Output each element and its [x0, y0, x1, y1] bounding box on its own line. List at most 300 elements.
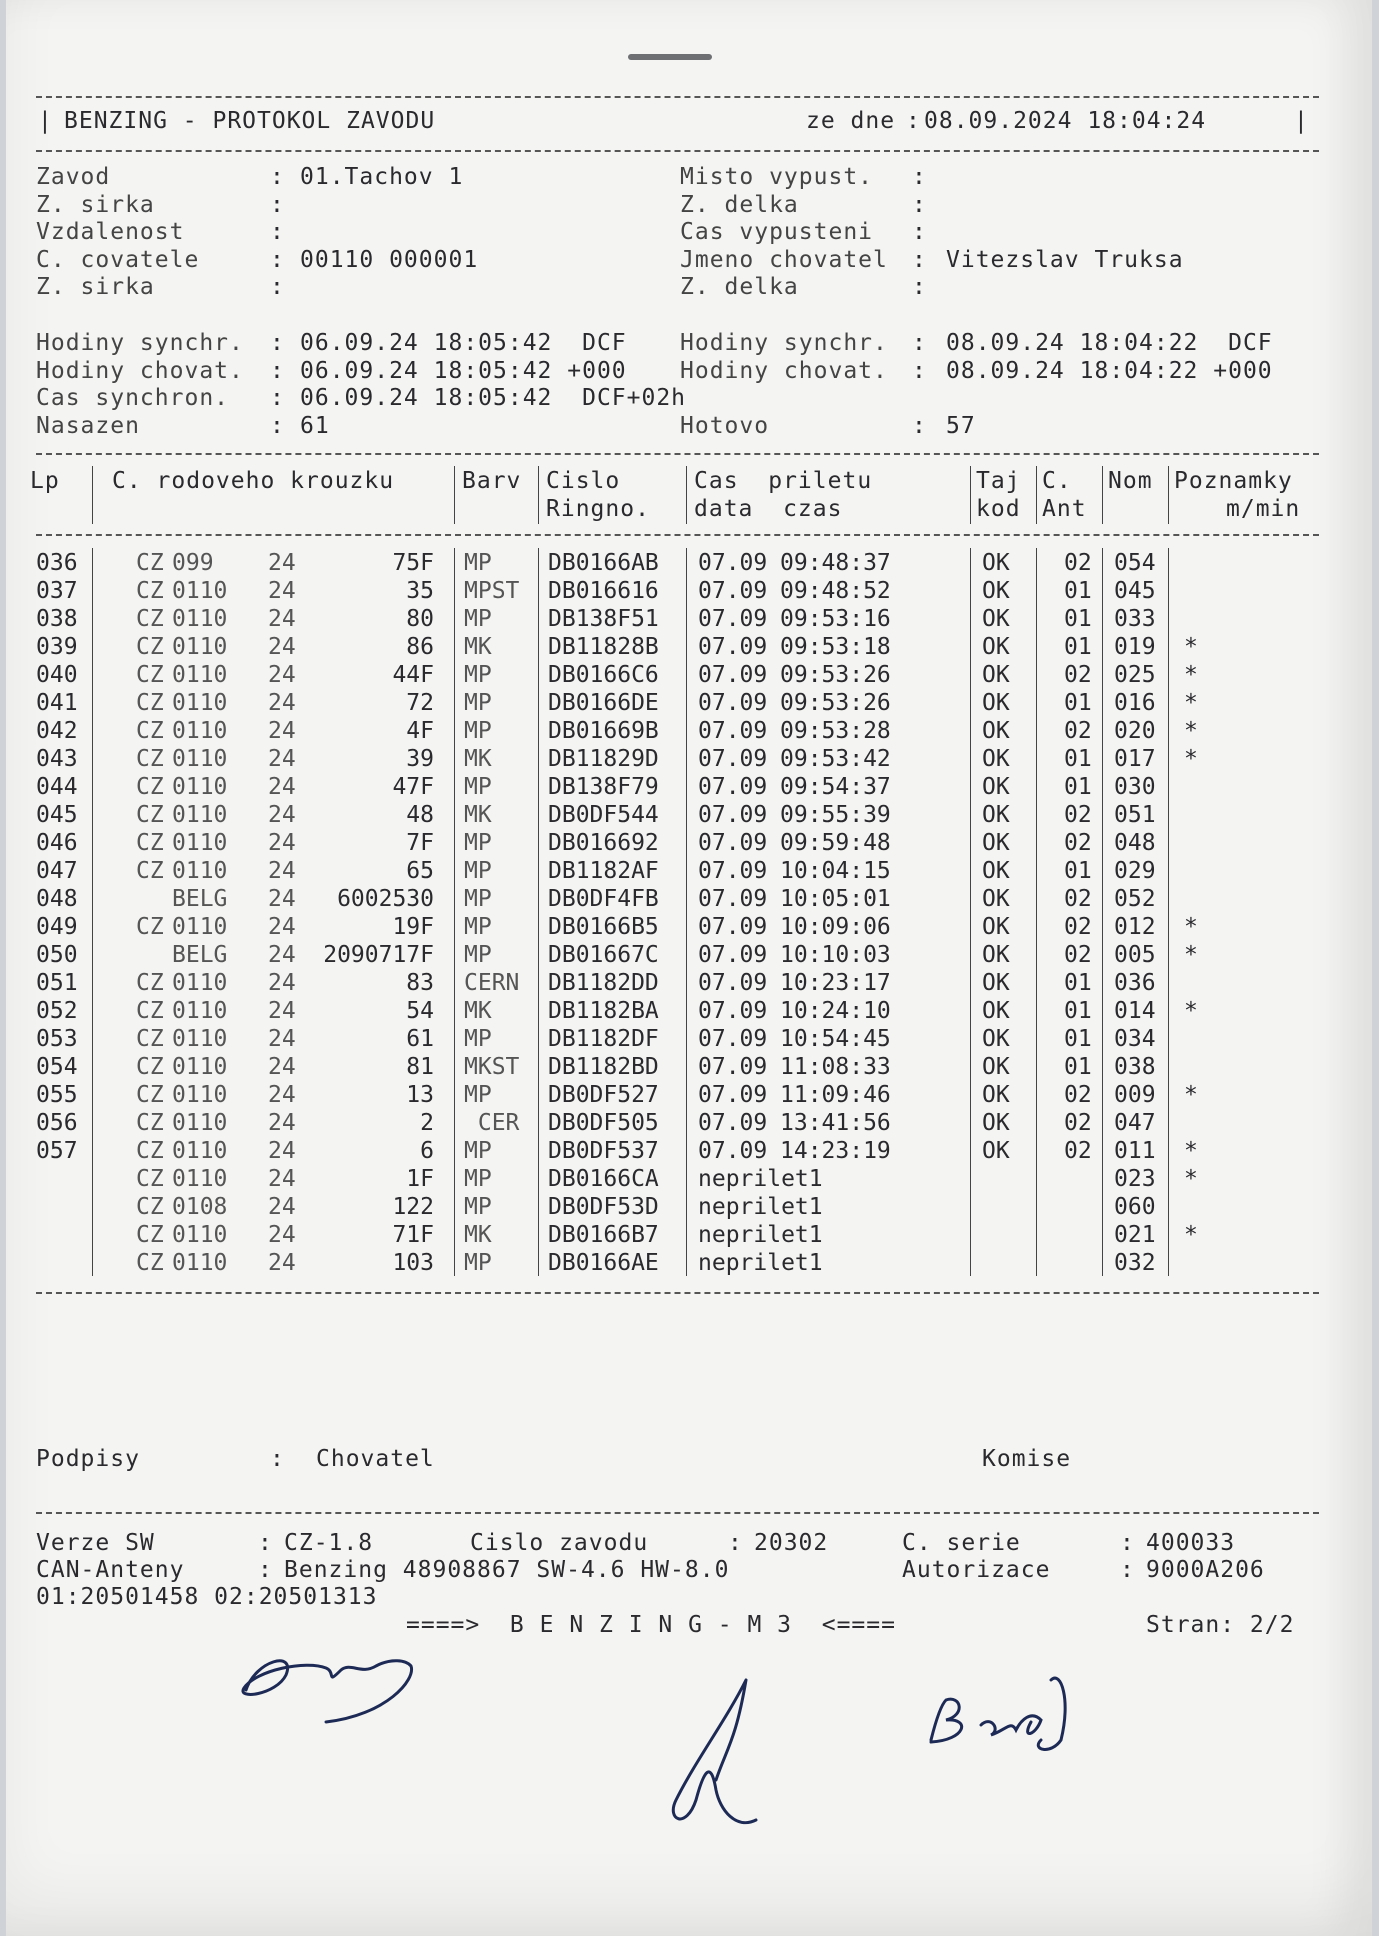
can-label: CAN-Anteny: [36, 1557, 185, 1583]
row-country: CZ: [136, 690, 164, 716]
row-taj: OK: [982, 1110, 1010, 1136]
row-year: 24: [268, 718, 296, 744]
row-ringno: DB0DF527: [548, 1082, 659, 1108]
row-time: 10:23:17: [780, 970, 891, 996]
info-colon: :: [912, 191, 927, 218]
row-date: 07.09: [698, 578, 768, 604]
row-taj: OK: [982, 1026, 1010, 1052]
col-ant-2: Ant: [1042, 496, 1087, 522]
col-sep: [538, 466, 539, 524]
row-lp: 037: [36, 578, 78, 604]
row-year: 24: [268, 858, 296, 884]
row-org: 0110: [172, 1026, 228, 1052]
row-nom: 048: [1114, 830, 1156, 856]
info-colon: :: [270, 274, 285, 300]
row-org: 0110: [172, 914, 228, 940]
row-time: 09:54:37: [780, 774, 891, 800]
row-taj: OK: [982, 914, 1010, 940]
row-lp: 057: [36, 1138, 78, 1164]
row-note: *: [1184, 1222, 1198, 1248]
row-ring-number: 47F: [392, 774, 434, 800]
row-lp: 050: [36, 942, 78, 968]
row-country: CZ: [136, 830, 164, 856]
row-nom: 025: [1114, 662, 1156, 688]
row-ringno: DB11829D: [548, 746, 659, 772]
row-taj: OK: [982, 830, 1010, 856]
row-ringno: DB0DF53D: [548, 1194, 659, 1220]
row-antenna: 02: [1064, 942, 1092, 968]
table-row: [6, 718, 1372, 746]
brand-line: ====> B E N Z I N G - M 3 <====: [406, 1612, 896, 1638]
row-date: 07.09: [698, 1110, 768, 1136]
row-ring-number: 103: [392, 1250, 434, 1276]
row-taj: OK: [982, 634, 1010, 660]
page-number: Stran: 2/2: [1146, 1612, 1295, 1638]
row-color: MP: [464, 606, 492, 632]
row-year: 24: [268, 690, 296, 716]
row-taj: OK: [982, 886, 1010, 912]
table-row: [6, 858, 1372, 886]
row-antenna: 02: [1064, 1110, 1092, 1136]
row-country: CZ: [136, 1166, 164, 1192]
date-label: ze dne: [806, 108, 896, 134]
col-sep: [92, 466, 93, 524]
row-color: MP: [464, 662, 492, 688]
row-date: 07.09: [698, 830, 768, 856]
footer-colon: :: [258, 1530, 273, 1556]
row-taj: OK: [982, 662, 1010, 688]
row-country: CZ: [136, 1194, 164, 1220]
row-org: BELG: [172, 886, 228, 912]
row-time: 09:53:42: [780, 746, 891, 772]
col-cislo: Cislo: [546, 468, 621, 494]
row-ringno: DB1182DF: [548, 1026, 659, 1052]
row-country: CZ: [136, 1082, 164, 1108]
row-antenna: 02: [1064, 914, 1092, 940]
row-org: 0110: [172, 606, 228, 632]
table-row: [6, 1250, 1372, 1278]
table-row: [6, 1026, 1372, 1054]
table-row: [6, 802, 1372, 830]
antenna-ids: 01:20501458 02:20501313: [36, 1584, 378, 1610]
row-nom: 032: [1114, 1250, 1156, 1276]
col-sep: [1036, 466, 1037, 524]
row-antenna: 01: [1064, 578, 1092, 604]
row-color: MP: [464, 1250, 492, 1276]
info-colon: :: [270, 191, 285, 218]
row-date: 07.09: [698, 774, 768, 800]
col-ant: C.: [1042, 468, 1072, 494]
row-country: CZ: [136, 634, 164, 660]
col-ring: C. rodoveho krouzku: [112, 468, 395, 494]
row-org: 0110: [172, 634, 228, 660]
row-color: MP: [464, 858, 492, 884]
info-label: Z. delka: [680, 274, 799, 300]
race-number-value: 20302: [754, 1530, 829, 1556]
row-color: MP: [464, 886, 492, 912]
table-row: [6, 942, 1372, 970]
row-date: neprilet1: [698, 1194, 823, 1220]
row-ringno: DB138F79: [548, 774, 659, 800]
row-year: 24: [268, 802, 296, 828]
row-nom: 012: [1114, 914, 1156, 940]
row-year: 24: [268, 914, 296, 940]
signature-handwritten-3: [911, 1660, 1091, 1770]
row-antenna: 01: [1064, 746, 1092, 772]
row-time: 11:09:46: [780, 1082, 891, 1108]
row-nom: 034: [1114, 1026, 1156, 1052]
row-lp: 045: [36, 802, 78, 828]
row-lp: 048: [36, 886, 78, 912]
row-country: CZ: [136, 1110, 164, 1136]
row-lp: 051: [36, 970, 78, 996]
row-ring-number: 4F: [406, 718, 434, 744]
row-lp: 046: [36, 830, 78, 856]
report-title: BENZING - PROTOKOL ZAVODU: [64, 108, 436, 134]
row-lp: 047: [36, 858, 78, 884]
row-time: 10:10:03: [780, 942, 891, 968]
row-ringno: DB0DF4FB: [548, 886, 659, 912]
row-antenna: 02: [1064, 830, 1092, 856]
row-nom: 009: [1114, 1082, 1156, 1108]
col-sep: [454, 466, 455, 524]
row-ring-number: 83: [406, 970, 434, 996]
row-ringno: DB01669B: [548, 718, 659, 744]
info-label: Z. sirka: [36, 274, 155, 300]
signature-chovatel-label: Chovatel: [316, 1446, 435, 1472]
row-antenna: 01: [1064, 858, 1092, 884]
info-colon: :: [270, 246, 285, 273]
race-number-label: Cislo zavodu: [470, 1530, 649, 1556]
row-antenna: 02: [1064, 718, 1092, 744]
paper-sheet: [6, 0, 1372, 1936]
col-cas-2: data czas: [694, 496, 843, 522]
signature-komise-label: Komise: [982, 1446, 1072, 1472]
row-nom: 051: [1114, 802, 1156, 828]
row-year: 24: [268, 1082, 296, 1108]
row-country: CZ: [136, 1138, 164, 1164]
row-date: 07.09: [698, 914, 768, 940]
row-org: 0108: [172, 1194, 228, 1220]
row-org: 0110: [172, 1054, 228, 1080]
info-label: Vzdalenost: [36, 219, 185, 245]
signature-handwritten-2: [656, 1660, 776, 1840]
row-org: BELG: [172, 942, 228, 968]
row-date: 07.09: [698, 1138, 768, 1164]
col-nom: Nom: [1108, 468, 1153, 494]
row-color: MP: [464, 774, 492, 800]
row-country: CZ: [136, 998, 164, 1024]
row-org: 0110: [172, 858, 228, 884]
row-note: *: [1184, 914, 1198, 940]
table-row: [6, 774, 1372, 802]
divider: [36, 453, 1319, 455]
row-ring-number: 72: [406, 690, 434, 716]
row-year: 24: [268, 1138, 296, 1164]
row-ring-number: 54: [406, 998, 434, 1024]
header-bar-right: |: [1294, 108, 1309, 134]
info-value: 57: [946, 412, 976, 439]
row-color: MP: [464, 690, 492, 716]
row-country: CZ: [136, 606, 164, 632]
row-time: 10:05:01: [780, 886, 891, 912]
row-lp: 044: [36, 774, 78, 800]
row-time: 09:53:18: [780, 634, 891, 660]
row-nom: 017: [1114, 746, 1156, 772]
row-date: 07.09: [698, 746, 768, 772]
row-ringno: DB1182BD: [548, 1054, 659, 1080]
row-taj: OK: [982, 942, 1010, 968]
row-color: MP: [464, 1166, 492, 1192]
row-org: 0110: [172, 774, 228, 800]
row-antenna: 01: [1064, 1026, 1092, 1052]
row-time: 09:59:48: [780, 830, 891, 856]
row-antenna: 02: [1064, 1082, 1092, 1108]
row-ring-number: 61: [406, 1026, 434, 1052]
col-sep: [1102, 466, 1103, 524]
row-ringno: DB0166AE: [548, 1250, 659, 1276]
row-year: 24: [268, 830, 296, 856]
row-ring-number: 2090717F: [323, 942, 434, 968]
row-ring-number: 86: [406, 634, 434, 660]
row-lp: 055: [36, 1082, 78, 1108]
table-row: [6, 1082, 1372, 1110]
auth-label: Autorizace: [902, 1557, 1051, 1583]
row-nom: 054: [1114, 550, 1156, 576]
row-nom: 016: [1114, 690, 1156, 716]
row-note: *: [1184, 718, 1198, 744]
row-antenna: 02: [1064, 1138, 1092, 1164]
col-cas: Cas priletu: [694, 468, 873, 494]
row-nom: 030: [1114, 774, 1156, 800]
table-row: [6, 1194, 1372, 1222]
row-country: CZ: [136, 1250, 164, 1276]
row-date: 07.09: [698, 1082, 768, 1108]
row-color: MP: [464, 914, 492, 940]
row-taj: OK: [982, 606, 1010, 632]
row-taj: OK: [982, 1082, 1010, 1108]
row-taj: OK: [982, 690, 1010, 716]
divider: [36, 534, 1319, 536]
row-year: 24: [268, 1026, 296, 1052]
col-taj-2: kod: [976, 496, 1021, 522]
row-org: 0110: [172, 998, 228, 1024]
row-lp: 052: [36, 998, 78, 1024]
row-color: MP: [464, 1082, 492, 1108]
info-label: C. covatele: [36, 246, 200, 273]
row-nom: 036: [1114, 970, 1156, 996]
row-year: 24: [268, 746, 296, 772]
row-taj: OK: [982, 998, 1010, 1024]
signature-handwritten-1: [226, 1630, 456, 1740]
row-note: *: [1184, 1138, 1198, 1164]
signatures-colon: :: [270, 1446, 285, 1472]
row-org: 0110: [172, 690, 228, 716]
row-time: 09:48:52: [780, 578, 891, 604]
row-nom: 047: [1114, 1110, 1156, 1136]
row-taj: OK: [982, 970, 1010, 996]
row-ring-number: 6002530: [337, 886, 434, 912]
info-colon: :: [270, 219, 285, 245]
row-ringno: DB138F51: [548, 606, 659, 632]
info-value: 08.09.24 18:04:22 +000: [946, 357, 1273, 384]
row-nom: 033: [1114, 606, 1156, 632]
row-date: 07.09: [698, 634, 768, 660]
col-lp: Lp: [30, 468, 60, 494]
row-year: 24: [268, 1110, 296, 1136]
row-date: neprilet1: [698, 1222, 823, 1248]
info-colon: :: [912, 164, 927, 190]
row-note: *: [1184, 662, 1198, 688]
info-label: Zavod: [36, 164, 111, 190]
table-row: [6, 662, 1372, 690]
row-ringno: DB0DF544: [548, 802, 659, 828]
row-country: CZ: [136, 914, 164, 940]
row-org: 0110: [172, 830, 228, 856]
row-date: 07.09: [698, 942, 768, 968]
date-colon: :: [906, 108, 921, 134]
row-color: MK: [464, 634, 492, 660]
row-country: CZ: [136, 858, 164, 884]
row-ringno: DB01667C: [548, 942, 659, 968]
table-row: [6, 746, 1372, 774]
row-ring-number: 75F: [392, 550, 434, 576]
row-year: 24: [268, 578, 296, 604]
row-color: MP: [464, 1194, 492, 1220]
can-value: Benzing 48908867 SW-4.6 HW-8.0: [284, 1557, 730, 1583]
table-row: [6, 690, 1372, 718]
row-color: MKST: [464, 1054, 520, 1080]
row-ringno: DB0166AB: [548, 550, 659, 576]
row-ring-number: 48: [406, 802, 434, 828]
row-note: *: [1184, 690, 1198, 716]
row-year: 24: [268, 1054, 296, 1080]
row-note: *: [1184, 1166, 1198, 1192]
footer-colon: :: [1120, 1530, 1135, 1556]
info-label: Cas vypusteni: [680, 219, 874, 245]
row-time: 14:23:19: [780, 1138, 891, 1164]
row-nom: 021: [1114, 1222, 1156, 1248]
row-ringno: DB11828B: [548, 634, 659, 660]
row-date: 07.09: [698, 1026, 768, 1052]
row-org: 0110: [172, 1138, 228, 1164]
row-ring-number: 1F: [406, 1166, 434, 1192]
info-value: 06.09.24 18:05:42 DCF+02h: [300, 385, 687, 411]
info-value: 01.Tachov 1: [300, 164, 464, 190]
version-label: Verze SW: [36, 1530, 155, 1556]
row-org: 0110: [172, 1082, 228, 1108]
row-antenna: 01: [1064, 606, 1092, 632]
row-nom: 019: [1114, 634, 1156, 660]
row-country: CZ: [136, 718, 164, 744]
row-date: 07.09: [698, 690, 768, 716]
row-color: MP: [464, 1138, 492, 1164]
row-color: MPST: [464, 578, 520, 604]
info-colon: :: [912, 357, 927, 384]
info-label: Hotovo: [680, 412, 770, 439]
row-org: 0110: [172, 578, 228, 604]
row-org: 0110: [172, 1166, 228, 1192]
row-color: CERN: [464, 970, 520, 996]
row-date: 07.09: [698, 886, 768, 912]
row-date: 07.09: [698, 802, 768, 828]
divider: [36, 150, 1319, 152]
row-nom: 005: [1114, 942, 1156, 968]
col-pozn: Poznamky: [1174, 468, 1293, 494]
row-nom: 020: [1114, 718, 1156, 744]
info-label: Hodiny chovat.: [36, 357, 244, 384]
row-ringno: DB0DF537: [548, 1138, 659, 1164]
row-org: 0110: [172, 970, 228, 996]
row-lp: 041: [36, 690, 78, 716]
row-lp: 040: [36, 662, 78, 688]
row-antenna: 01: [1064, 690, 1092, 716]
row-date: 07.09: [698, 606, 768, 632]
row-country: CZ: [136, 1054, 164, 1080]
row-org: 0110: [172, 718, 228, 744]
info-label: Hodiny chovat.: [680, 357, 888, 384]
table-row: [6, 970, 1372, 998]
divider: [36, 1292, 1319, 1294]
row-color: MK: [464, 998, 492, 1024]
info-label: Nasazen: [36, 412, 140, 439]
table-row: [6, 550, 1372, 578]
row-year: 24: [268, 634, 296, 660]
row-antenna: 01: [1064, 998, 1092, 1024]
row-org: 099: [172, 550, 214, 576]
serial-value: 400033: [1146, 1530, 1236, 1556]
row-taj: OK: [982, 1138, 1010, 1164]
row-year: 24: [268, 886, 296, 912]
report-date: 08.09.2024 18:04:24: [924, 108, 1207, 134]
row-org: 0110: [172, 1110, 228, 1136]
row-org: 0110: [172, 1222, 228, 1248]
row-note: *: [1184, 1082, 1198, 1108]
row-time: 09:53:26: [780, 662, 891, 688]
row-date: 07.09: [698, 718, 768, 744]
row-ring-number: 65: [406, 858, 434, 884]
info-label: Cas synchron.: [36, 385, 230, 411]
col-barv: Barv: [462, 468, 522, 494]
row-country: CZ: [136, 550, 164, 576]
table-row: [6, 1110, 1372, 1138]
footer-colon: :: [1120, 1557, 1135, 1583]
row-nom: 029: [1114, 858, 1156, 884]
row-note: *: [1184, 998, 1198, 1024]
row-time: 11:08:33: [780, 1054, 891, 1080]
row-antenna: 01: [1064, 970, 1092, 996]
row-color: MP: [464, 1026, 492, 1052]
row-country: CZ: [136, 802, 164, 828]
col-taj: Taj: [976, 468, 1021, 494]
row-date: 07.09: [698, 970, 768, 996]
row-org: 0110: [172, 662, 228, 688]
row-ring-number: 13: [406, 1082, 434, 1108]
row-ring-number: 35: [406, 578, 434, 604]
row-lp: 036: [36, 550, 78, 576]
info-value: 00110 000001: [300, 246, 479, 273]
row-lp: 043: [36, 746, 78, 772]
row-ring-number: 71F: [392, 1222, 434, 1248]
row-year: 24: [268, 1166, 296, 1192]
info-label: Jmeno chovatel: [680, 246, 888, 273]
info-colon: :: [270, 412, 285, 439]
row-year: 24: [268, 970, 296, 996]
row-lp: 039: [36, 634, 78, 660]
row-country: CZ: [136, 1222, 164, 1248]
row-time: 10:09:06: [780, 914, 891, 940]
row-time: 09:53:26: [780, 690, 891, 716]
